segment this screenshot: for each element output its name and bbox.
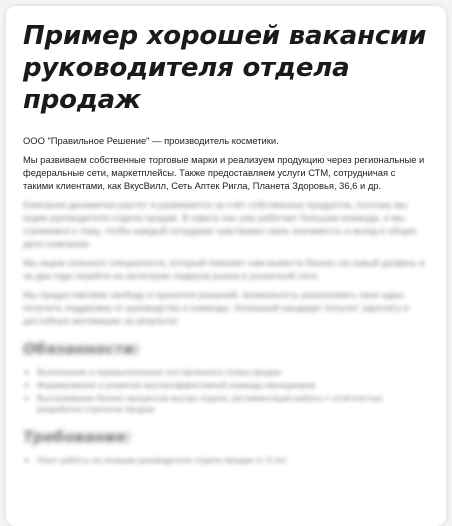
requirements-list	[23, 455, 428, 466]
list-item: • Формирование и развитие высокоэффективной команды менеджеров	[37, 380, 428, 391]
responsibilities-heading: Обязанности:	[23, 340, 140, 358]
blurred-paragraph: Мы ищем сильного специалиста, который поможет нам вывести бизнес на новый уровень и за два года перейти на категорию лидеров рынка в розничной сети.	[23, 257, 425, 281]
requirements-heading: Требования:	[23, 428, 132, 446]
vacancy-card	[6, 6, 446, 526]
list-item: • Выполнение и перевыполнение поставленного плана продаж	[37, 367, 428, 378]
responsibilities-list	[23, 367, 428, 415]
list-item: • Выстраивание бизнес-процессов внутри отдела, регламентация работы с отчётностью, разработка стратегии продаж	[37, 393, 428, 415]
company-details: Мы развиваем собственные торговые марки и реализуем продукцию через региональные и федеральные сети, маркетплейсы. Также предоставляем услуги СТМ, сотрудничая с такими клиентами, как ВкусВилл, Сеть Аптек Ригла, Планета Здоровья, 36,6 и др.	[23, 154, 425, 191]
blurred-paragraph: Компания динамично растет и развивается за счёт собственных продуктов, поэтому мы ищем руководителя отдела продаж. В офисе нас уже работает большая команда, и мы стремимся к тому, чтобы каждый сотрудник чувствовал свою значимость и вклад в общее дело компании.	[23, 199, 417, 249]
bottom-fade	[6, 466, 446, 526]
vacancy-content	[23, 20, 428, 468]
company-intro: ООО "Правильное Решение" — производитель косметики.	[23, 135, 279, 146]
page-title: Пример хорошей вакансии руководителя отдела продаж	[23, 21, 427, 115]
list-item: • Опыт работы на позиции руководителя отдела продаж от 3 лет	[37, 455, 428, 466]
blurred-paragraph: Мы предоставляем свободу и принятия решений, возможность реализовать свои идеи, получить поддержку от руководства и команды. Успешный кандидат получит зарплату и достойную мотивацию за результат.	[23, 289, 409, 326]
